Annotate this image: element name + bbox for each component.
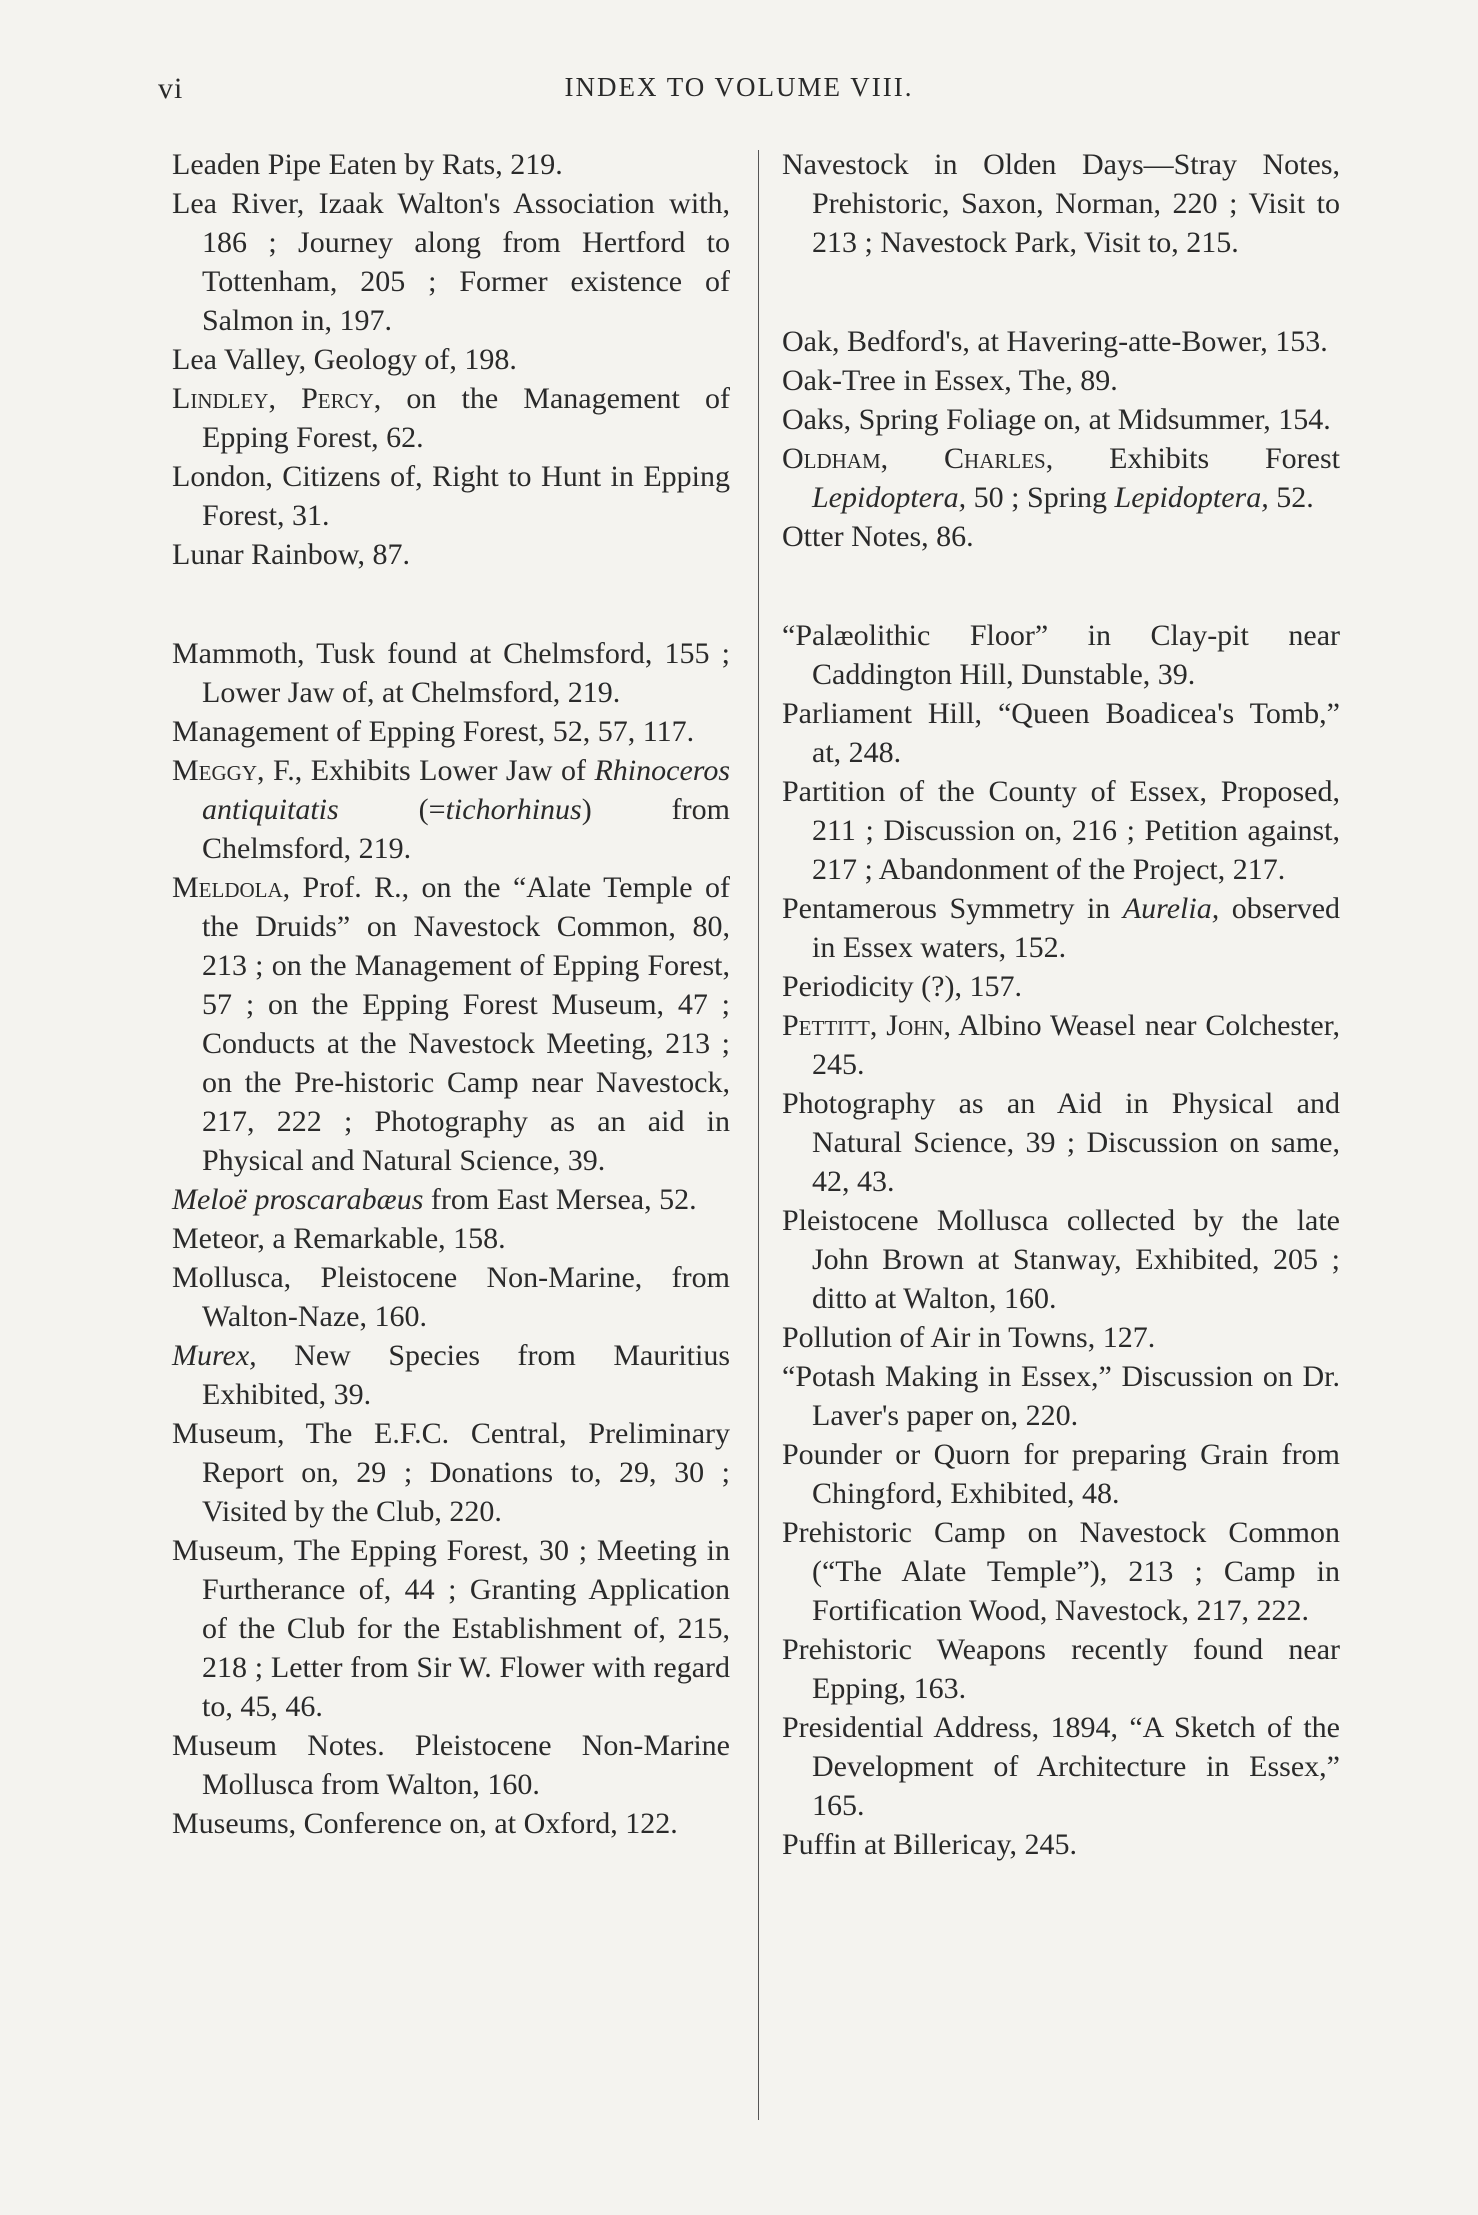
index-entry-text: Exhibits Forest bbox=[1053, 442, 1340, 475]
index-entry-text: Pettitt, John, bbox=[782, 1009, 951, 1042]
index-entry bbox=[782, 517, 1340, 556]
index-entry-text: ) from Chelmsford, 219. bbox=[202, 793, 730, 865]
index-entry bbox=[782, 616, 1340, 694]
index-entry-text: Murex, bbox=[172, 1339, 257, 1372]
index-entry-text: New Species from Mauritius Exhibited, 39. bbox=[202, 1339, 730, 1411]
index-entry-text: Museum Notes. Pleistocene Non-Marine Mollusca from Walton, 160. bbox=[172, 1729, 730, 1801]
index-entry bbox=[782, 1825, 1340, 1864]
index-entry bbox=[782, 145, 1340, 262]
index-entry bbox=[782, 1513, 1340, 1630]
index-entry bbox=[172, 1219, 730, 1258]
index-entry bbox=[172, 535, 730, 574]
index-entry-text: observed in Essex waters, 152. bbox=[812, 892, 1341, 964]
index-entry-text: Otter Notes, 86. bbox=[782, 520, 974, 553]
index-entry-text: Management of Epping Forest, 52, 57, 117. bbox=[172, 715, 695, 748]
index-entry-text: Presidential Address, 1894, “A Sketch of the Development of Architecture in Essex,” 165. bbox=[782, 1711, 1340, 1822]
index-entry-text: Oldham, Charles, bbox=[782, 442, 1054, 475]
index-entry bbox=[782, 694, 1340, 772]
index-entry bbox=[172, 145, 730, 184]
index-entry-text: Photography as an Aid in Physical and Natural Science, 39 ; Discussion on same, 42, 43. bbox=[782, 1087, 1340, 1198]
index-entry bbox=[172, 340, 730, 379]
index-entry bbox=[782, 889, 1340, 967]
index-entry bbox=[172, 712, 730, 751]
index-entry-text: on the Management of Epping Forest, 62. bbox=[202, 382, 730, 454]
index-entry bbox=[172, 634, 730, 712]
page-number: vi bbox=[158, 72, 184, 105]
index-entry-text: Oak-Tree in Essex, The, 89. bbox=[782, 364, 1118, 397]
index-entry bbox=[782, 1006, 1340, 1084]
index-entry bbox=[782, 1630, 1340, 1708]
index-entry-text: Museum, The Epping Forest, 30 ; Meeting in Furtherance of, 44 ; Granting Application of the Club for the Establishment of, 215, 218 ; Letter from Sir W. Flower with regard to, 45, 46. bbox=[172, 1534, 730, 1723]
index-entry-text: from East Mersea, 52. bbox=[423, 1183, 697, 1216]
index-entry-text: Lea River, Izaak Walton's Association with, 186 ; Journey along from Hertford to Tottenham, 205 ; Former existence of Salmon in, 197. bbox=[172, 187, 730, 337]
index-entry-text: Meloë proscarabæus bbox=[172, 1183, 424, 1216]
index-entry bbox=[172, 1726, 730, 1804]
index-entry bbox=[172, 379, 730, 457]
index-entry-text: “Potash Making in Essex,” Discussion on Dr. Laver's paper on, 220. bbox=[782, 1360, 1340, 1432]
index-entry bbox=[172, 1180, 730, 1219]
column-divider bbox=[758, 150, 759, 2120]
index-entry-text: Pleistocene Mollusca collected by the late John Brown at Stanway, Exhibited, 205 ; ditto at Walton, 160. bbox=[782, 1204, 1340, 1315]
index-entry-text: (= bbox=[338, 793, 446, 826]
index-entry-text: “Palæolithic Floor” in Clay-pit near Caddington Hill, Dunstable, 39. bbox=[782, 619, 1340, 691]
index-entry bbox=[172, 184, 730, 340]
index-entry-text: Pounder or Quorn for preparing Grain from Chingford, Exhibited, 48. bbox=[782, 1438, 1340, 1510]
index-entry bbox=[782, 1084, 1340, 1201]
index-entry-text: tichorhinus bbox=[445, 793, 582, 826]
right-index-column bbox=[782, 145, 1340, 1864]
index-entry-text: Albino Weasel near Colchester, 245. bbox=[812, 1009, 1340, 1081]
index-entry-text: Exhibits Lower Jaw of bbox=[302, 754, 595, 787]
index-entry bbox=[782, 361, 1340, 400]
index-entry bbox=[172, 1414, 730, 1531]
index-entry-text: Lepidoptera, bbox=[1114, 481, 1269, 514]
index-entry bbox=[782, 772, 1340, 889]
index-entry bbox=[782, 1357, 1340, 1435]
index-entry-text: Museum, The E.F.C. Central, Preliminary Report on, 29 ; Donations to, 29, 30 ; Visited by the Club, 220. bbox=[172, 1417, 730, 1528]
index-entry-text: Lepidoptera, bbox=[812, 481, 967, 514]
index-entry-text: Rhinoceros antiquitatis bbox=[202, 754, 731, 826]
index-entry-text: Partition of the County of Essex, Proposed, 211 ; Discussion on, 216 ; Petition against, 217 ; Abandonment of the Project, 217. bbox=[782, 775, 1340, 886]
index-entry-text: Prehistoric Camp on Navestock Common (“The Alate Temple”), 213 ; Camp in Fortification Wood, Navestock, 217, 222. bbox=[782, 1516, 1340, 1627]
index-entry bbox=[172, 1258, 730, 1336]
index-entry-text: Museums, Conference on, at Oxford, 122. bbox=[172, 1807, 678, 1840]
index-entry-text: Prehistoric Weapons recently found near Epping, 163. bbox=[782, 1633, 1340, 1705]
index-entry-text: Lindley, Percy, bbox=[172, 382, 382, 415]
index-entry-text: London, Citizens of, Right to Hunt in Epping Forest, 31. bbox=[172, 460, 730, 532]
index-entry bbox=[782, 1435, 1340, 1513]
index-entry-text: Oak, Bedford's, at Havering-atte-Bower, 153. bbox=[782, 325, 1328, 358]
index-entry-text: Prof. R., on the “Alate Temple of the Druids” on Navestock Common, 80, 213 ; on the Management of Epping Forest, 57 ; on the Epping Forest Museum, 47 ; Conducts at the Navestock Meeting, 213 ; on the Pre-historic Camp near Navestock, 217, 222 ; Photography as an aid in Physical and Natural Science, 39. bbox=[202, 871, 730, 1177]
index-entry-text: 52. bbox=[1268, 481, 1314, 514]
index-entry bbox=[172, 1336, 730, 1414]
index-entry-text: Puffin at Billericay, 245. bbox=[782, 1828, 1077, 1861]
index-entry-text: Leaden Pipe Eaten by Rats, 219. bbox=[172, 148, 563, 181]
index-entry-text: Parliament Hill, “Queen Boadicea's Tomb,” at, 248. bbox=[782, 697, 1340, 769]
index-entry bbox=[172, 868, 730, 1180]
index-entry bbox=[782, 1201, 1340, 1318]
index-entry-text: Meteor, a Remarkable, 158. bbox=[172, 1222, 506, 1255]
index-entry-text: Navestock in Olden Days—Stray Notes, Prehistoric, Saxon, Norman, 220 ; Visit to 213 ; Navestock Park, Visit to, 215. bbox=[782, 148, 1340, 259]
index-entry bbox=[172, 457, 730, 535]
index-entry-text: Lunar Rainbow, 87. bbox=[172, 538, 411, 571]
index-entry bbox=[782, 1708, 1340, 1825]
index-entry-text: Periodicity (?), 157. bbox=[782, 970, 1022, 1003]
index-entry bbox=[782, 1318, 1340, 1357]
index-entry-text: Meldola, bbox=[172, 871, 291, 904]
index-entry bbox=[172, 1804, 730, 1843]
running-head: INDEX TO VOLUME VIII. bbox=[564, 72, 914, 102]
index-entry bbox=[172, 1531, 730, 1726]
index-entry-text: Meggy, F., bbox=[172, 754, 303, 787]
index-entry bbox=[782, 400, 1340, 439]
index-entry-text: Mollusca, Pleistocene Non-Marine, from Walton-Naze, 160. bbox=[172, 1261, 730, 1333]
index-entry-text: Mammoth, Tusk found at Chelmsford, 155 ; Lower Jaw of, at Chelmsford, 219. bbox=[172, 637, 730, 709]
index-entry bbox=[172, 751, 730, 868]
left-index-column bbox=[172, 145, 730, 1843]
index-entry-text: Pentamerous Symmetry in bbox=[782, 892, 1123, 925]
index-entry-text: Oaks, Spring Foliage on, at Midsummer, 154. bbox=[782, 403, 1331, 436]
index-entry bbox=[782, 439, 1340, 517]
index-entry-text: Aurelia, bbox=[1122, 892, 1220, 925]
index-entry-text: Pollution of Air in Towns, 127. bbox=[782, 1321, 1156, 1354]
index-entry bbox=[782, 967, 1340, 1006]
index-entry bbox=[782, 322, 1340, 361]
index-entry-text: 50 ; Spring bbox=[966, 481, 1115, 514]
index-entry-text: Lea Valley, Geology of, 198. bbox=[172, 343, 517, 376]
